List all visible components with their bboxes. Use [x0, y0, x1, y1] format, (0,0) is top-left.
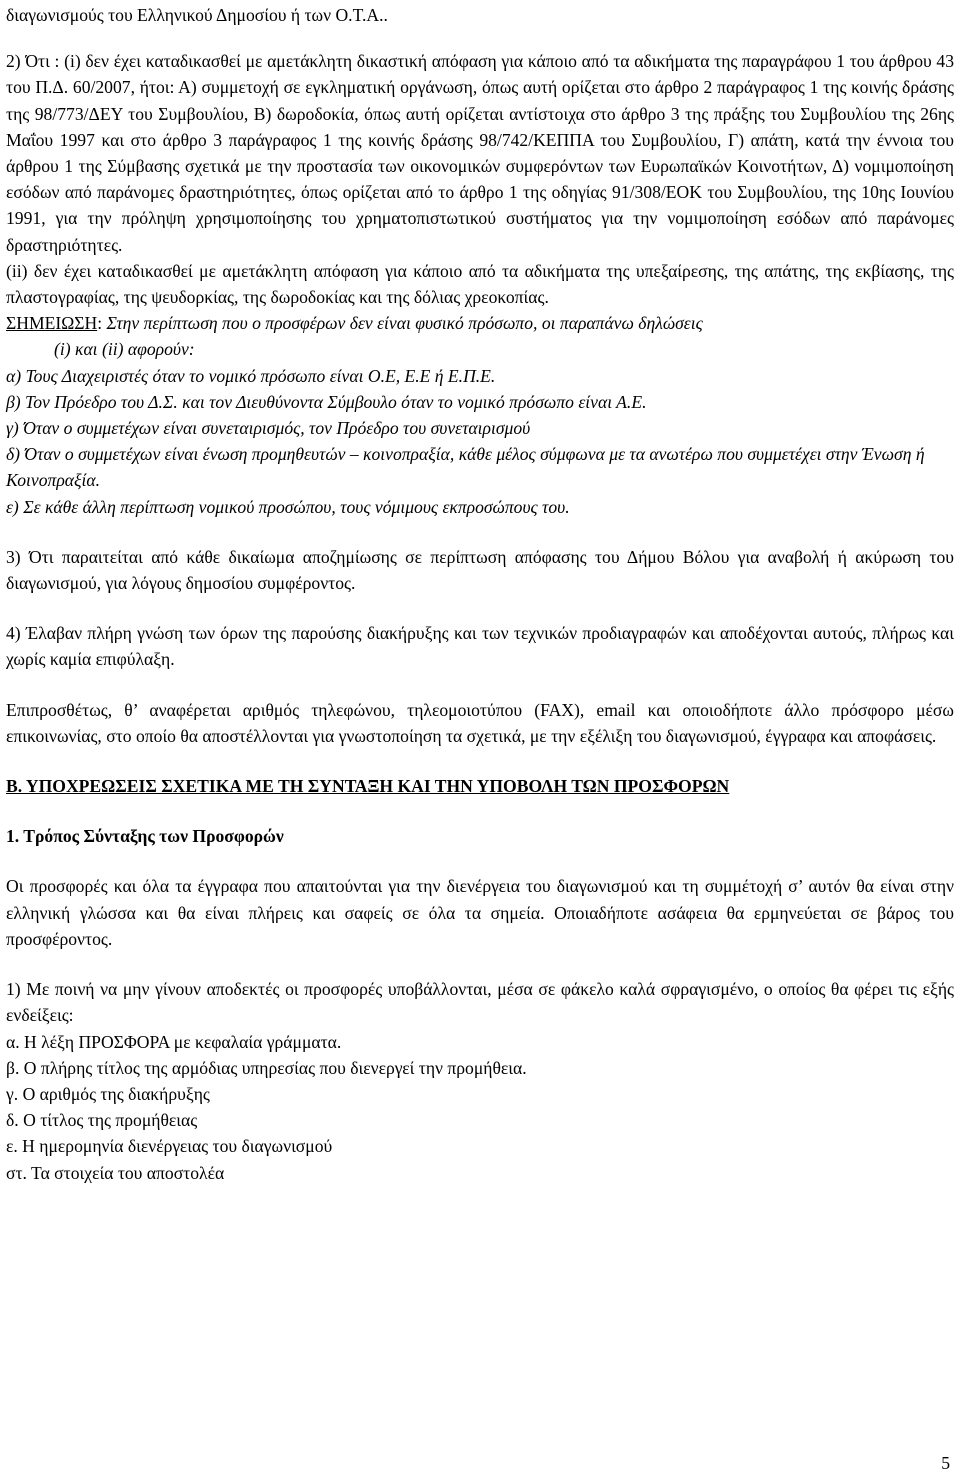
page-number: 5 [941, 1453, 950, 1473]
envelope-item-c: γ. Ο αριθμός της διακήρυξης [6, 1083, 210, 1104]
note-item-d: δ) Όταν ο συμμετέχων είναι ένωση προμηθευτών – κοινοπραξία, κάθε μέλος σύμφωνα με τα ανωτέρω που συμμετέχει στην Ένωση ή Κοινοπραξία. [6, 444, 925, 491]
item-2-paragraph-i: 2) Ότι : (i) δεν έχει καταδικασθεί με αμετάκλητη δικαστική απόφαση για κάποιο από τα αδικήματα της παραγράφου 1 του άρθρου 43 του Π.Δ. 60/2007, ήτοι: Α) συμμετοχή σε εγκληματική οργάνωση, όπως αυτή ορίζεται στο άρθρο 2 παράγραφος 1 της κοινής δράσης της 98/773/ΔΕΥ του Συμβουλίου, Β) δωροδοκία, όπως αυτή ορίζεται αντίστοιχα στο άρθρο 3 της πράξης του Συμβουλίου της 26ης Μαΐου 1997 και στο άρθρο 3 παράγραφος 1 της κοινής δράσης 98/742/ΚΕΠΠΑ του Συμβουλίου, Γ) απάτη, κατά την έννοια του άρθρου 1 της Σύμβασης σχετικά με την προστασία των οικονομικών συμφερόντων των Ευρωπαϊκών Κοινοτήτων, Δ) νομιμοποίηση εσόδων από παράνομες δραστηριότητες, όπως ορίζεται από το άρθρο 1 της οδηγίας 91/308/ΕΟΚ του Συμβουλίου, της 10ης Ιουνίου 1991, για την πρόληψη χρησιμοποίησης του χρηματοπιστωτικού συστήματος για την νομιμοποίηση εσόδων από παράνομες δραστηριότητες. [6, 51, 954, 255]
envelope-item-a: α. Η λέξη ΠΡΟΣΦΟΡΑ με κεφαλαία γράμματα. [6, 1031, 342, 1052]
note-item-e: ε) Σε κάθε άλλη περίπτωση νομικού προσώπου, τους νόμιμους εκπροσώπους του. [6, 496, 570, 517]
item-2-paragraph-ii: (ii) δεν έχει καταδικασθεί με αμετάκλητη απόφαση για κάποιο από τα αδικήματα της υπεξαίρεσης, της απάτης, της εκβίασης, της πλαστογραφίας, της ψευδορκίας, της δωροδοκίας και της δόλιας χρεοκοπίας. [6, 260, 954, 308]
subsection-1-heading: 1. Τρόπος Σύνταξης των Προσφορών [6, 826, 284, 847]
additional-contact-paragraph: Επιπροσθέτως, θ’ αναφέρεται αριθμός τηλεφώνου, τηλεομοιοτύπου (FAX), email και οποιοδήποτε άλλο πρόσφορο μέσω επικοινωνίας, στο οποίο θα αποστέλλονται για γνωστοποίηση τα σχετικά, με την εξέλιξη του διαγωνισμού, έγγραφα και αποφάσεις. [6, 699, 954, 746]
note-paragraph [6, 310, 954, 336]
note-item-c: γ) Όταν ο συμμετέχων είναι συνεταιρισμός, τον Πρόεδρο του συνεταιρισμού [6, 418, 531, 439]
item-4-paragraph: 4) Έλαβαν πλήρη γνώση των όρων της παρούσης διακήρυξης και των τεχνικών προδιαγραφών και αποδέχονται αυτούς, πλήρως και χωρίς καμία επιφύλαξη. [6, 623, 954, 670]
section-b-heading: Β. ΥΠΟΧΡΕΩΣΕΙΣ ΣΧΕΤΙΚΑ ΜΕ ΤΗ ΣΥΝΤΑΞΗ ΚΑΙ ΤΗΝ ΥΠΟΒΟΛΗ ΤΩΝ ΠΡΟΣΦΟΡΩΝ [6, 776, 730, 797]
envelope-item-e: ε. Η ημερομηνία διενέργειας του διαγωνισμού [6, 1136, 333, 1157]
envelope-item-f: στ. Τα στοιχεία του αποστολέα [6, 1162, 225, 1183]
language-paragraph: Οι προσφορές και όλα τα έγγραφα που απαιτούνται για την διενέργεια του διαγωνισμού και τη συμμέτοχή σ’ αυτόν θα είναι στην ελληνική γλώσσα και θα είναι πλήρεις και σαφείς σε όλα τα σημεία. Οποιαδήποτε ασάφεια θα ερμηνεύεται σε βάρος του προσφέροντος. [6, 876, 954, 949]
top-line: διαγωνισμούς του Ελληνικού Δημοσίου ή των Ο.Τ.Α.. [6, 5, 388, 25]
envelope-item-d: δ. Ο τίτλος της προμήθειας [6, 1110, 198, 1131]
note-text-continuation: (i) και (ii) αφορούν: [54, 339, 195, 360]
item-3-paragraph: 3) Ότι παραιτείται από κάθε δικαίωμα αποζημίωσης σε περίπτωση απόφασης του Δήμου Βόλου για αναβολή ή ακύρωση του διαγωνισμού, για λόγους δημοσίου συμφέροντος. [6, 546, 954, 594]
note-text: Στην περίπτωση που ο προσφέρων δεν είναι φυσικό πρόσωπο, οι παραπάνω δηλώσεις [106, 313, 703, 334]
envelope-item-b: β. Ο πλήρης τίτλος της αρμόδιας υπηρεσίας που διενεργεί την προμήθεια. [6, 1057, 527, 1078]
note-label: ΣΗΜΕΙΩΣΗ [6, 313, 98, 334]
note-colon: : [97, 313, 103, 334]
note-item-a: α) Τους Διαχειριστές όταν το νομικό πρόσωπο είναι Ο.Ε, Ε.Ε ή Ε.Π.Ε. [6, 365, 496, 386]
note-item-b: β) Τον Πρόεδρο του Δ.Σ. και τον Διευθύνοντα Σύμβουλο όταν το νομικό πρόσωπο είναι Α.Ε. [6, 391, 647, 412]
envelope-paragraph: 1) Με ποινή να μην γίνουν αποδεκτές οι προσφορές υποβάλλονται, μέσα σε φάκελο καλά σφραγισμένο, ο οποίος θα φέρει τις εξής ενδείξεις: [6, 979, 954, 1026]
